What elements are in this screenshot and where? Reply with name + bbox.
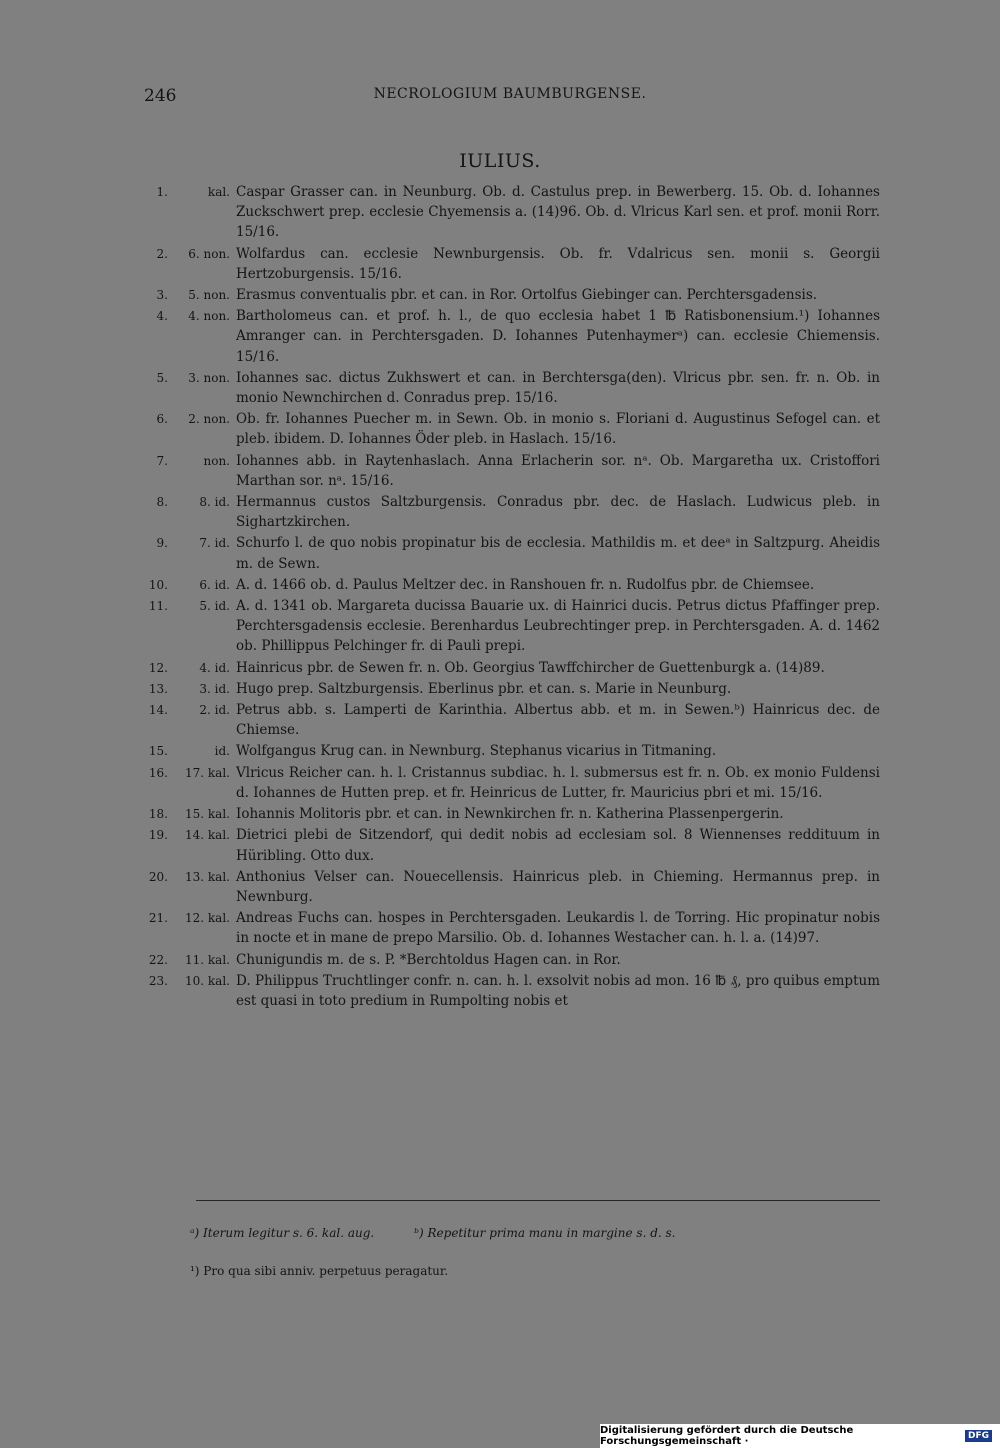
entry-text: Vlricus Reicher can. h. l. Cristannus subdiac. h. l. submersus est fr. n. Ob. ex monio Fuldensi d. Iohannes de Hutten prep. et fr. Heinricus de Lutter, fr. Mauricius pbri et mi. 15/16.: [236, 764, 880, 801]
dfg-logo: DFG: [965, 1430, 992, 1442]
entry-row: [140, 763, 880, 803]
entry-row: [140, 971, 880, 1011]
entry-date: 12. kal.: [185, 911, 230, 926]
entry-day: 5.: [156, 370, 168, 385]
entry-date: 13. kal.: [185, 869, 230, 884]
entry-day: 8.: [156, 495, 168, 510]
entry-text: Ob. fr. Iohannes Puecher m. in Sewn. Ob. in monio s. Floriani d. Augustinus Sefogel can. et pleb. ibidem. D. Iohannes Öder pleb. in Haslach. 15/16.: [236, 411, 880, 448]
entry-date: 2. non.: [188, 412, 230, 427]
entry-day: 19.: [148, 828, 168, 843]
entry-row: [140, 658, 880, 678]
entry-day: 6.: [156, 412, 168, 427]
entry-text: Iohannes sac. dictus Zukhswert et can. in Berchtersga(den). Vlricus pbr. sen. fr. n. Ob. in monio Newnchirchen d. Conradus prep. 15/16.: [236, 369, 880, 407]
entry-text: A. d. 1341 ob. Margareta ducissa Bauarie ux. di Hainrici ducis. Petrus dictus Pfaffinger prep. Perchtersgadensis ecclesie. Berenhardus Leubrechtinger prep. in Perchtersgaden. A. d. 1462 ob. Phillippus Pelchinger fr. di Pauli prepi.: [236, 598, 880, 655]
dfg-banner-text: Digitalisierung gefördert durch die Deutsche Forschungsgemeinschaft ·: [600, 1425, 854, 1447]
entry-date: 5. non.: [188, 288, 230, 303]
entry-day: 15.: [148, 744, 168, 759]
entry-date: 17. kal.: [185, 765, 230, 780]
entry-day: 3.: [156, 288, 168, 303]
entry-date: non.: [203, 453, 230, 468]
entry-text: Iohannis Molitoris pbr. et can. in Newnkirchen fr. n. Katherina Plassenpergerin.: [236, 806, 784, 823]
entry-text: Schurfo l. de quo nobis propinatur bis de ecclesia. Mathildis m. et deeᵃ in Saltzpurg. Aheidis m. de Sewn.: [236, 535, 880, 572]
entry-text: D. Philippus Truchtlinger confr. n. can. h. l. exsolvit nobis ad mon. 16 ℔ ₰, pro quibus emptum est quasi in toto predium in Rumpolting nobis et: [236, 972, 880, 1009]
footnote-divider: [196, 1200, 880, 1201]
page-header: [144, 86, 876, 110]
entry-row: [140, 409, 880, 449]
entry-row: [140, 451, 880, 491]
entry-row: [140, 867, 880, 907]
entry-row: [140, 533, 880, 573]
section-title: IULIUS.: [459, 150, 541, 172]
entry-text: Hugo prep. Saltzburgensis. Eberlinus pbr. et can. s. Marie in Neunburg.: [236, 680, 732, 697]
entry-date: 10. kal.: [185, 973, 230, 988]
entry-row: [140, 575, 880, 595]
entry-text: Wolfgangus Krug can. in Newnburg. Stephanus vicarius in Titmaning.: [236, 743, 717, 760]
dfg-banner: [600, 1424, 1000, 1448]
entry-text: Petrus abb. s. Lamperti de Karinthia. Albertus abb. et m. in Sewen.ᵇ) Hainricus dec. de Chiemse.: [236, 702, 880, 739]
page-number: 246: [144, 86, 177, 106]
entry-row: [140, 368, 880, 408]
entry-row: [140, 908, 880, 948]
entry-day: 9.: [156, 536, 168, 551]
entry-date: 14. kal.: [185, 828, 230, 843]
entry-text: Erasmus conventualis pbr. et can. in Ror. Ortolfus Giebinger can. Perchtersgadensis.: [236, 287, 818, 304]
entry-text: Caspar Grasser can. in Neunburg. Ob. d. Castulus prep. in Bewerberg. 15. Ob. d. Iohannes Zuckschwert prep. ecclesie Chyemensis a. (14)96. Ob. d. Vlricus Karl sen. et prof. monii Rorr. 15/16.: [236, 184, 880, 241]
entry-day: 22.: [148, 952, 168, 967]
entry-day: 2.: [156, 246, 168, 261]
entry-date: 4. non.: [188, 309, 230, 324]
entry-day: 21.: [148, 911, 168, 926]
entry-row: [140, 285, 880, 305]
running-head: NECROLOGIUM BAUMBURGENSE.: [373, 86, 647, 102]
entry-date: id.: [214, 744, 230, 759]
entry-day: 23.: [148, 973, 168, 988]
entry-row: [140, 804, 880, 824]
entry-text: A. d. 1466 ob. d. Paulus Meltzer dec. in Ranshouen fr. n. Rudolfus pbr. de Chiemsee.: [236, 576, 815, 593]
entry-day: 11.: [148, 599, 168, 614]
entry-date: 11. kal.: [185, 952, 230, 967]
entry-row: [140, 700, 880, 740]
entry-text: Chunigundis m. de s. P. *Berchtoldus Hagen can. in Ror.: [236, 951, 621, 968]
entry-row: [140, 596, 880, 657]
entry-date: 6. non.: [188, 246, 230, 261]
entries-list: [140, 182, 880, 1012]
entry-day: 20.: [148, 869, 168, 884]
entry-day: 13.: [148, 681, 168, 696]
entry-row: [140, 950, 880, 970]
entry-row: [140, 741, 880, 761]
entry-text: Andreas Fuchs can. hospes in Perchtersgaden. Leukardis l. de Torring. Hic propinatur nobis in nocte et in mane de prepo Marsilio. Ob. d. Iohannes Westacher can. h. l. a. (14)97.: [236, 910, 880, 947]
entry-text: Dietrici plebi de Sitzendorf, qui dedit nobis ad ecclesiam sol. 8 Wiennenses reddituum in Hüribling. Otto dux.: [236, 827, 880, 864]
entry-day: 4.: [156, 309, 168, 324]
entry-date: kal.: [207, 185, 230, 199]
footnote-a: ᵃ) Iterum legitur s. 6. kal. aug.: [190, 1226, 375, 1240]
entry-row: [140, 492, 880, 532]
entry-day: 14.: [148, 703, 168, 718]
entry-date: 6. id.: [199, 577, 230, 592]
entry-text: Anthonius Velser can. Nouecellensis. Hainricus pleb. in Chieming. Hermannus prep. in Newnburg.: [236, 868, 880, 905]
note-1: ¹) Pro qua sibi anniv. perpetuus peragatur.: [190, 1264, 449, 1278]
entry-row: [140, 679, 880, 699]
entry-date: 4. id.: [199, 660, 230, 675]
entry-text: Iohannes abb. in Raytenhaslach. Anna Erlacherin sor. nᵃ. Ob. Margaretha ux. Cristoffori Marthan sor. nᵃ. 15/16.: [236, 452, 880, 489]
entry-text: Bartholomeus can. et prof. h. l., de quo ecclesia habet 1 ℔ Ratisbonensium.¹) Iohannes Amranger can. in Perchtersgaden. D. Iohannes Putenhaymerᵃ) can. ecclesie Chiemensis. 15/16.: [236, 308, 880, 365]
entry-text: Hermannus custos Saltzburgensis. Conradus pbr. dec. de Haslach. Ludwicus pleb. in Sighartzkirchen.: [236, 494, 880, 531]
entry-row: [140, 825, 880, 865]
entry-text: Wolfardus can. ecclesie Newnburgensis. Ob. fr. Vdalricus sen. monii s. Georgii Hertzoburgensis. 15/16.: [236, 245, 880, 282]
entry-day: 12.: [148, 660, 168, 675]
entry-row: [140, 306, 880, 367]
entry-date: 7. id.: [199, 536, 230, 551]
entry-row: [140, 244, 880, 284]
entry-row: [140, 182, 880, 243]
entry-day: 1.: [156, 185, 168, 199]
entry-day: 10.: [148, 577, 168, 592]
entry-text: Hainricus pbr. de Sewen fr. n. Ob. Georgius Tawffchircher de Guettenburgk a. (14)89.: [236, 659, 825, 676]
entry-date: 3. non.: [188, 370, 230, 385]
entry-day: 7.: [156, 453, 168, 468]
entry-date: 8. id.: [199, 495, 230, 510]
entry-day: 18.: [148, 807, 168, 822]
entry-date: 5. id.: [199, 599, 230, 614]
entry-day: 16.: [148, 765, 168, 780]
entry-date: 2. id.: [199, 703, 230, 718]
entry-date: 15. kal.: [185, 807, 230, 822]
entry-date: 3. id.: [199, 681, 230, 696]
footnote-b: ᵇ) Repetitur prima manu in margine s. d. s.: [414, 1226, 676, 1240]
footnotes: [190, 1226, 880, 1240]
